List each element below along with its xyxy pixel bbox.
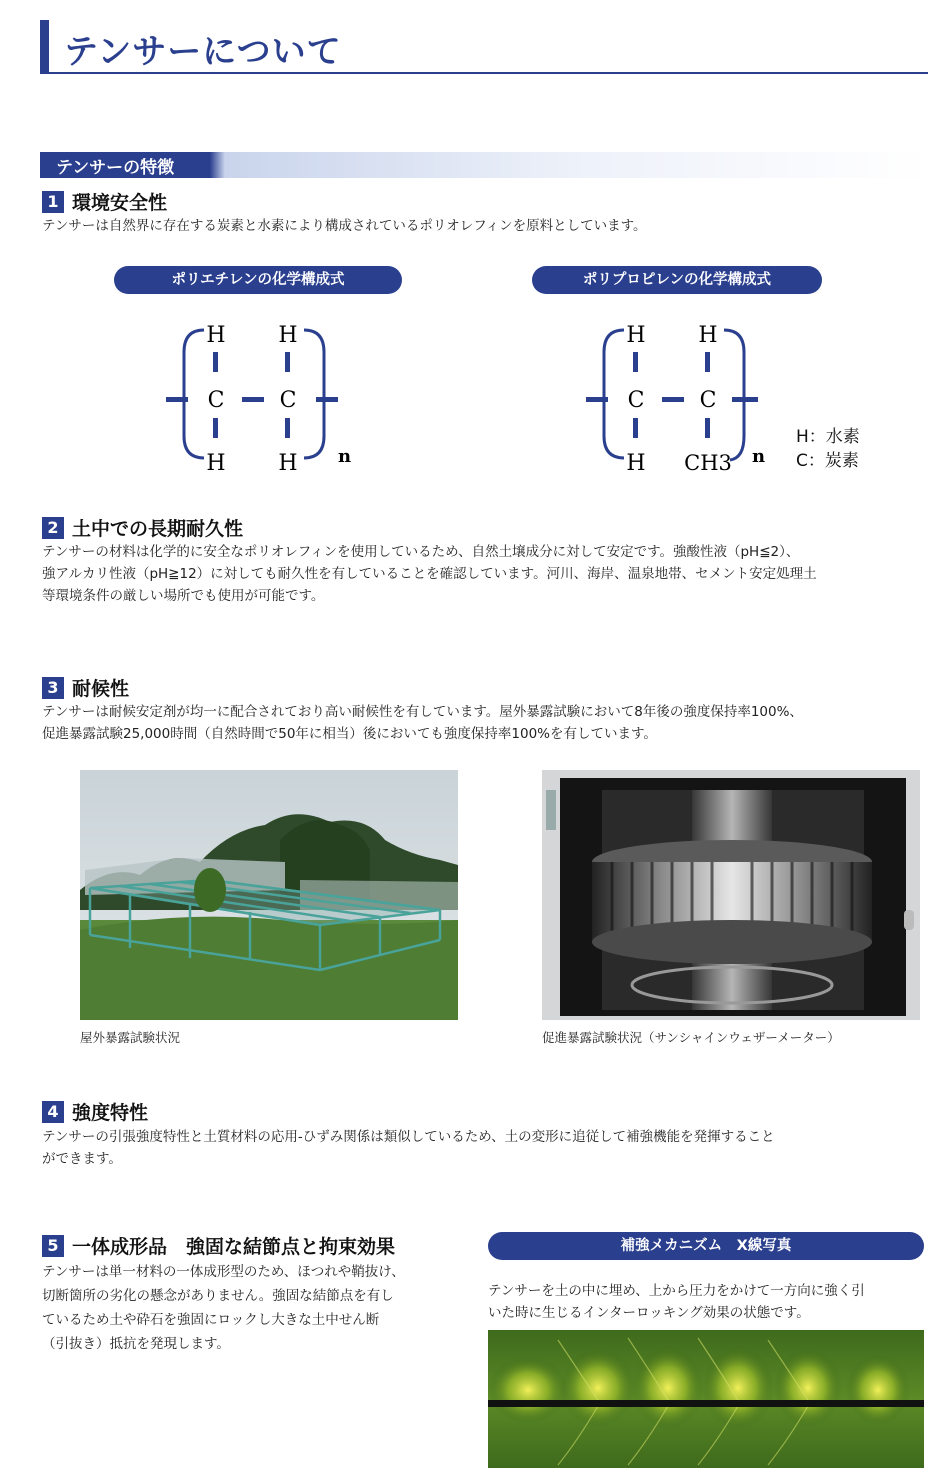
- section-title: 耐候性: [72, 678, 130, 700]
- subscript-n: n: [752, 446, 766, 467]
- xray-photo: [488, 1330, 924, 1468]
- atom: H: [206, 451, 226, 476]
- section-2-text: テンサーの材料は化学的に安全なポリオレフィンを使用しているため、自然土壌成分に対して安定です。強酸性液（pH≦2）、 強アルカリ性液（pH≧12）に対しても耐久性を有していることを確認しています。河川、海岸、温泉地帯、セメント安定処理土 等環境条件の厳しい場所でも使用が可能です。: [42, 544, 817, 604]
- section-title: 一体成形品 強固な結節点と拘束効果: [72, 1236, 396, 1258]
- section-1-heading: [42, 188, 167, 212]
- atom: CH3: [684, 451, 732, 475]
- features-label: テンサーの特徴: [56, 158, 175, 178]
- atom: H: [626, 323, 646, 348]
- legend-carbon: C：炭素: [796, 451, 859, 471]
- section-3-heading: [42, 674, 129, 698]
- section-title: 環境安全性: [72, 192, 168, 214]
- section-title: 強度特性: [72, 1102, 149, 1124]
- atom: H: [278, 323, 298, 348]
- section-5-heading: [42, 1232, 395, 1256]
- weather-meter-photo: [542, 770, 920, 1020]
- section-number: 3: [42, 677, 64, 699]
- polypropylene-label: ポリプロピレンの化学構成式: [532, 266, 822, 294]
- legend-hydrogen: H：水素: [796, 427, 860, 447]
- xray-description: テンサーを土の中に埋め、上から圧力をかけて一方向に強く引 いた時に生じるインターロッキング効果の状態です。: [488, 1283, 865, 1321]
- section-2-heading: [42, 514, 243, 538]
- page-title: テンサーについて: [64, 32, 342, 72]
- section-3-text: テンサーは耐候安定剤が均一に配合されており高い耐候性を有しています。屋外暴露試験において8年後の強度保持率100%、 促進暴露試験25,000時間（自然時間で50年に相当）後においても強度保持率100%を有しています。: [42, 704, 803, 742]
- section-number: 5: [42, 1235, 64, 1257]
- features-band: [40, 152, 928, 178]
- atom: H: [206, 323, 226, 348]
- atom: C: [207, 388, 225, 413]
- section-title: 土中での長期耐久性: [72, 518, 244, 540]
- element-legend: [796, 425, 860, 473]
- atom: H: [278, 451, 298, 476]
- atom: C: [627, 388, 645, 413]
- section-5-text: テンサーは単一材料の一体成形型のため、ほつれや鞘抜け、 切断箇所の劣化の懸念がありません。強固な結節点を有し ているため土や砕石を強固にロックし大きな土中せん断 （引抜き）抵抗を発現します。: [42, 1264, 405, 1352]
- section-1-text: テンサーは自然界に存在する炭素と水素により構成されているポリオレフィンを原料としています。: [42, 218, 647, 234]
- polyethylene-formula: [160, 318, 360, 478]
- section-number: 4: [42, 1101, 64, 1123]
- subscript-n: n: [338, 446, 352, 467]
- weather-meter-caption: 促進暴露試験状況（サンシャインウェザーメーター）: [542, 1030, 840, 1045]
- polypropylene-formula: [580, 318, 780, 478]
- atom: H: [698, 323, 718, 348]
- header-accent-bar: [40, 20, 49, 72]
- xray-label: 補強メカニズム X線写真: [488, 1232, 924, 1260]
- header-rule: [40, 72, 928, 74]
- section-number: 1: [42, 191, 64, 213]
- section-4-heading: [42, 1098, 148, 1122]
- outdoor-exposure-photo: [80, 770, 458, 1020]
- outdoor-photo-caption: 屋外暴露試験状況: [80, 1030, 181, 1045]
- atom: H: [626, 451, 646, 476]
- atom: C: [279, 388, 297, 413]
- atom: C: [699, 388, 717, 413]
- section-4-text: テンサーの引張強度特性と土質材料の応用-ひずみ関係は類似しているため、土の変形に追従して補強機能を発揮すること ができます。: [42, 1129, 775, 1167]
- polyethylene-label: ポリエチレンの化学構成式: [114, 266, 402, 294]
- page-header: [40, 18, 928, 76]
- section-number: 2: [42, 517, 64, 539]
